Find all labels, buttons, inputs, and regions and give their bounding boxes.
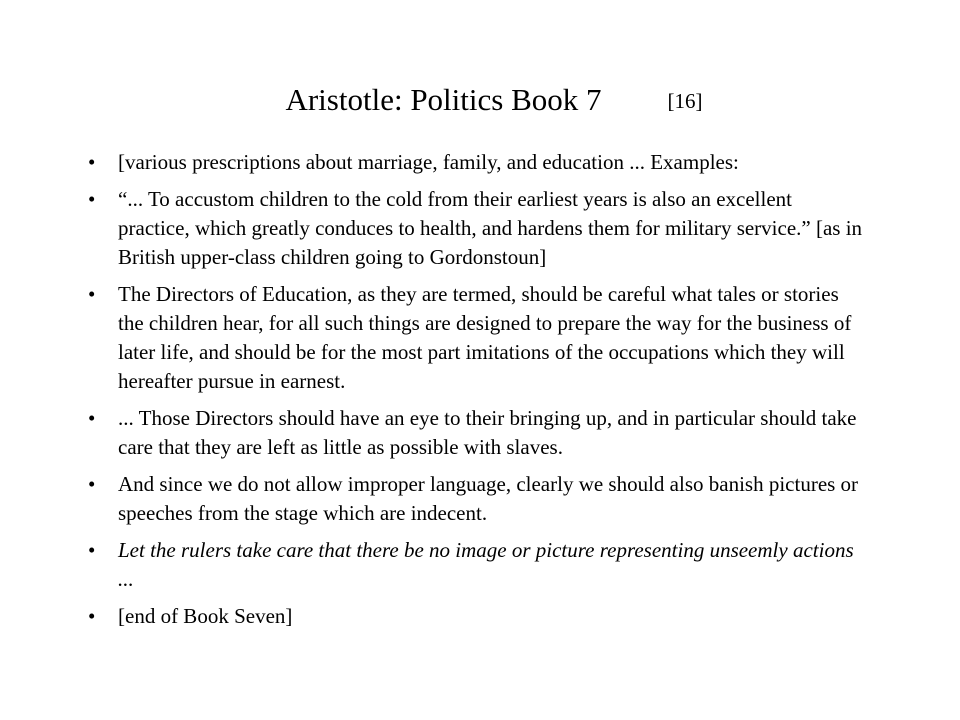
bullet-marker: • xyxy=(88,538,96,562)
bullet-text: [end of Book Seven] xyxy=(118,604,293,628)
bullet-marker: • xyxy=(88,472,96,496)
slide-title-line xyxy=(0,80,960,121)
bullet-list xyxy=(88,148,868,639)
bullet-text: The Directors of Education, as they are termed, should be careful what tales or stories the children hear, for all such things are designed to prepare the way for the business of later life, and should be for the most part imitations of the occupations which they will hereafter pursue in earnest. xyxy=(118,282,852,393)
bullet-marker: • xyxy=(88,282,96,306)
bullet-text: ... Those Directors should have an eye to their bringing up, and in particular should take care that they are left as little as possible with slaves. xyxy=(118,406,857,459)
bullet-item xyxy=(88,602,868,631)
bullet-item xyxy=(88,148,868,177)
bullet-item xyxy=(88,536,868,594)
bullet-item xyxy=(88,280,868,396)
bullet-marker: • xyxy=(88,604,96,628)
bullet-marker: • xyxy=(88,150,96,174)
slide-title: Aristotle: Politics Book 7 xyxy=(285,82,602,117)
bullet-marker: • xyxy=(88,187,96,211)
bullet-item xyxy=(88,185,868,272)
bullet-text: “... To accustom children to the cold from their earliest years is also an excellent practice, which greatly conduces to health, and hardens them for military service.” [as in British upper-class children going to Gordonstoun] xyxy=(118,187,863,269)
bullet-text-italic: Let the rulers take care that there be no image or picture representing unseemly actions ... xyxy=(118,538,854,591)
bullet-text: [various prescriptions about marriage, family, and education ... Examples: xyxy=(118,150,739,174)
bullet-item xyxy=(88,470,868,528)
bullet-text: And since we do not allow improper language, clearly we should also banish pictures or speeches from the stage which are indecent. xyxy=(118,472,859,525)
bullet-marker: • xyxy=(88,406,96,430)
bullet-item xyxy=(88,404,868,462)
slide-number: [16] xyxy=(667,89,703,113)
